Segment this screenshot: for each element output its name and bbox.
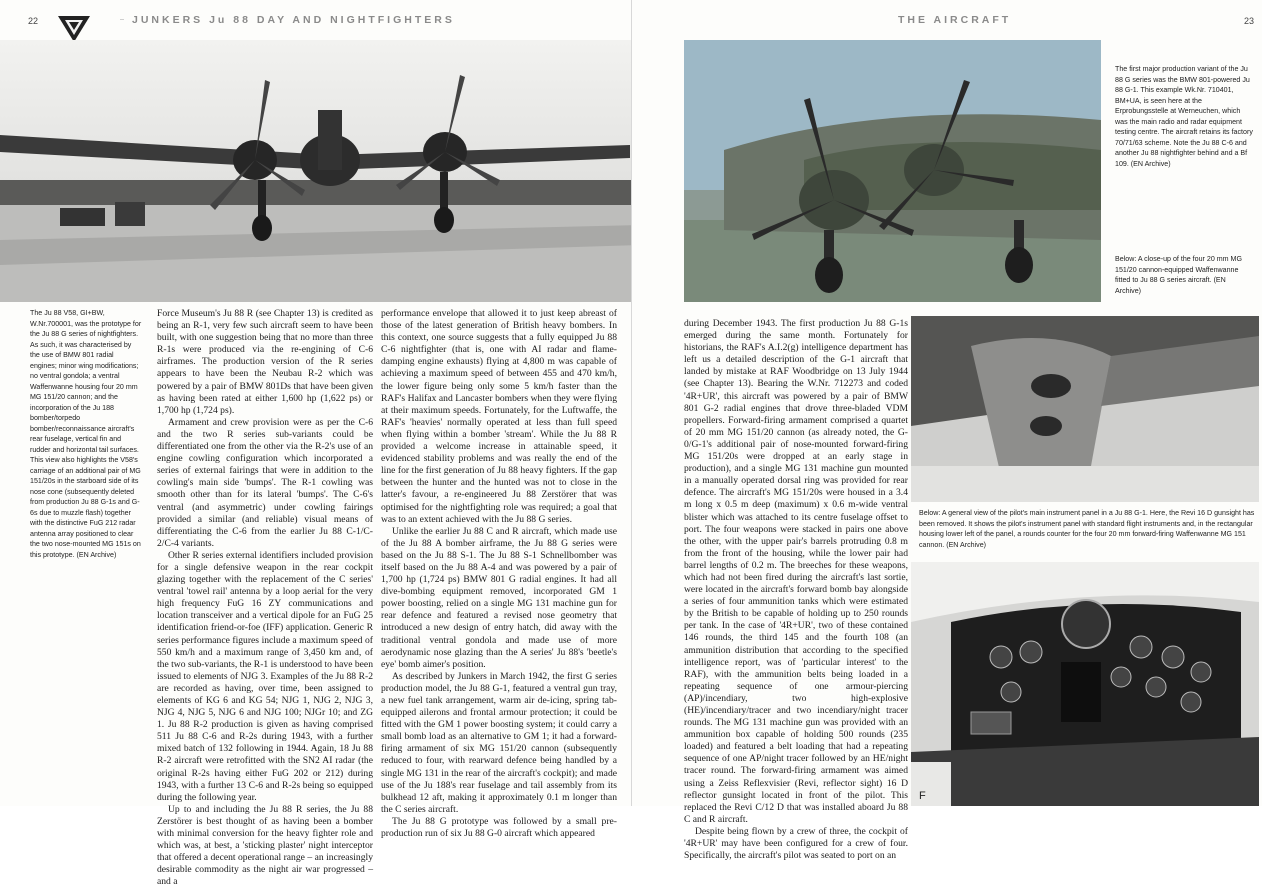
paragraph: The Ju 88 G prototype was followed by a small pre-production run of six Ju 88 G-0 aircraft which appeared [381, 815, 617, 840]
page-number-right: 23 [1244, 16, 1255, 26]
cockpit-instrument-panel-photo [911, 562, 1259, 806]
paragraph: Armament and crew provision were as per the C-6 and the two R series sub-variants could be differentiated one from the other via the R-2's use of an engine cowling configuration which incorporated a series of external fairings that were in addition to the cowling's main side 'bumps'. The R-1 cowling was smooth other than for its lateral 'bumps'. The C-6's ventral (and asymmetric) under cowling fairings provided a similar (and reliable) visual means of differentiating the C-6 from the earlier Ju 88 C-1/C-2/C-4 variants. [157, 416, 373, 549]
paragraph: Up to and including the Ju 88 R series, the Ju 88 Zerstörer is best thought of as having been a bomber with minimal conversion for the heavy fighter role and which was, at best, a 'sticking plaster' night interceptor that offered a decent operational range – an increasingly desirable commodity as the night air war progressed – and a [157, 803, 373, 888]
text-column-3 [684, 318, 908, 862]
paragraph: Unlike the earlier Ju 88 C and R aircraft, which made use of the Ju 88 A bomber airframe, the Ju 88 G series were based on the Ju 88 S-1. The Ju 88 S-1 Schnellbomber was itself based on the Ju 88 A-4 and was powered by a pair of 1,700 hp (1,724 ps) BMW 801 G radial engines. It had all dive-bombing equipment removed, incorporated GM 1 power boosting, relied on a single MG 131 machine gun for rear defence and featured a revised nose geometry that introduced a new design of entry hatch, did away with the traditional ventral gondola and made use of more aerodynamic nose glazing than the A series' Ju 88's 'beetle's eye' bomb aimer's position. [381, 525, 617, 670]
paragraph: during December 1943. The first production Ju 88 G-1s emerged during the same month. Fortunately for historians, the RAF's A.I.2(g) intelligence department has left us a detailed description of the G-1 aircraft that landed by mistake at RAF Woodbridge on 13 July 1944 (see Chapter 13). Bearing the W.Nr. 712273 and coded '4R+UR', this aircraft was powered by a pair of BMW 801 G-2 radial engines that drove three-bladed VDM propellers. Forward-firing armament comprised a quartet of 20 mm MG 151/20 cannon (as already noted, the G-0/G-1's additional pair of nose-mounted forward-firing MG 151/20s were dropped at an early stage in production), and a single MG 131 machine gun mounted in a manually operated dorsal ring was provided for rear defence. The aircraft's MG 151/20s were housed in a 3.4 m long x 0.5 m deep (maximum) x 0.6 m-wide ventral blister which was attached to its centre fuselage offset to port. The four weapons were stacked in pairs one above the other, with the upper pair's barrels protruding 0.8 m from the front of the housing, while the lower pair had barrel lengths of 0.2 m. The breeches for these weapons, which had not been fired during the aircraft's last sortie, were located in the aircraft's forward bomb bay alongside a series of four ammunition tanks which were estimated by the British to be capable of holding up to 250 rounds per tank. In the case of '4R+UR', two of these contained 146 rounds, the third 145 and the fourth 108 (an ammunition distribution that according to the specified intelligence report, was of 'particular interest' to the RAF), with the ammunition belts being loaded in a repeating sequence of one armour-piercing (AP)/incendiary, two high-explosive (HE)/incendiary/tracer and two incendiary/night tracer rounds. The MG 131 machine gun was provided with an ammunition box capable of holding 500 rounds (235 loaded) and featured a belt loading that had a repeating sequence of one AP/night tracer followed by an HE/night tracer round. The forward-firing armament was aimed using a Zeiss Reflexvisier (Revi, reflector sight) 16 D reflector gunsight located in front of the pilot. This replaced the Revi C/12 D that was installed aboard Ju 88 C and R aircraft. [684, 318, 908, 825]
running-head-left: JUNKERS Ju 88 DAY AND NIGHTFIGHTERS [132, 14, 455, 26]
photo-caption-top: The first major production variant of the Ju 88 G series was the BMW 801-powered Ju 88 G-1. This example Wk.Nr. 710401, BM+UA, is seen here at the Erprobungsstelle at Werneuchen, which was the main radio and radar equipment testing centre. The aircraft retains its factory 70/71/63 scheme. Note the Ju 88 C-6 and another Ju 88 nightfighter behind and a Bf 109. (EN Archive) [1115, 65, 1253, 168]
text-column-2 [381, 308, 617, 840]
left-page [0, 0, 631, 888]
paragraph: Despite being flown by a crew of three, the cockpit of '4R+UR' may have been configured for a crew of four. Specifically, the aircraft's pilot was seated to port on an [684, 825, 908, 862]
right-page [631, 0, 1262, 862]
ju88-v58-photo [0, 40, 640, 302]
photo-caption-mid: Below: A close-up of the four 20 mm MG 151/20 cannon-equipped Waffenwanne fitted to Ju 88 G series aircraft. (EN Archive) [1115, 255, 1242, 295]
ju88-g1-color-photo [684, 40, 1101, 302]
photo-letter-label: F [919, 790, 926, 802]
paragraph: Other R series external identifiers included provision for a single defensive weapon in the rear cockpit glazing together with the replacement of the C series' ventral 'towel rail' antenna by a loop aerial for the very high frequency FuG 16 ZY communications and location transceiver and a vertical dipole for an FuG 25 identification friend-or-foe (IFF) application. Generic R series performance figures include a maximum speed of 550 km/h and a maximum range of 3,450 km and, of the two sub-variants, the R-1 is understood to have been issued to elements of NJG 3. Examples of the Ju 88 R-2 are recorded as having, over time, been assigned to elements of KG 6 and KG 54; NJG 1, NJG 2, NJG 3, NJG 4, NJG 5, NJG 6 and NJG 100; NJGr 10; and ZG 1. Ju 88 R-2 production is given as having comprised 511 Ju 88 C-6 and R-2s during 1943, with a further mixed batch of 132 following in 1944. Again, 18 Ju 88 R-2 aircraft were retrofitted with the SN2 AI radar (the original R-2s having either FuG 202 or 212) during 1943, with a further 13 C-6 and R-2s being so equipped during the following year. [157, 549, 373, 803]
header-rule-left [120, 19, 124, 20]
paragraph: performance envelope that allowed it to just keep abreast of those of the latest generation of British heavy bombers. In this context, one source suggests that a fully equipped Ju 88 C-6 nightfighter (that is, one with AI radar and flame-damping engine exhausts) flying at 4,800 m was capable of achieving a maximum speed of between 455 and 470 km/h, the lower figure being only some 5 km/h faster than the RAF's Halifax and Lancaster bombers when they were flying at their maximum speeds. Fortunately, for the Luftwaffe, the RAF's 'heavies' normally operated at less than full speed when flying within a bomber 'stream'. While the Ju 88 R provided a welcome increase in attainable speed, it evidenced stability problems and was really the end of the line for the first generation of Ju 88 heavy fighters. If the gap between the hunter and the hunted was not to close in the latter's favour, a re-engineered Ju 88 Zerstörer that was optimised for the nightfighting role was required; a goal that was to an extent achieved with the Ju 88 G series. [381, 308, 617, 525]
running-head-right: THE AIRCRAFT [898, 14, 1012, 26]
page-number-left: 22 [28, 16, 39, 26]
photo-caption-lower: Below: A general view of the pilot's main instrument panel in a Ju 88 G-1. Here, the Revi 16 D gunsight has been removed. It shows the pilot's instrument panel with standard flight instruments and, in the rectangular housing lower left of the panel, a rounds counter for the four 20 mm forward-firing Waffenwanne MG 151 cannon. (EN Archive) [919, 509, 1255, 549]
paragraph: Force Museum's Ju 88 R (see Chapter 13) is credited as being an R-1, very few such aircraft seem to have been built, with one suggestion being that no more than three R-1s were produced via the re-engining of C-6 airframes. The production version of the R series appears to have been the Neubau R-2 which was powered by a pair of BMW 801Ds that have been given as having been rated at either 1,600 hp (1,622 ps) or 1,700 hp (1,724 ps). [157, 308, 373, 416]
waffenwanne-photo [911, 316, 1259, 502]
paragraph: As described by Junkers in March 1942, the first G series production model, the Ju 88 G-1, featured a ventral gun tray, a new fuel tank arrangement, warm air de-icing, spring tab-equipped ailerons and frontal armour protection; it could be fitted with the GM 1 power boosting system; it could carry a small bomb load as an alternative to GM 1; it had a forward-firing armament of six MG 151/20 cannon (subsequently reduced to four, with rearward defence being handled by a single MG 131 in the rear of the aircraft's cockpit); and made use of the Ju 188's rear fuselage and tail assembly from its bulkhead 12 aft, making it approximately 0.1 m longer than the C series aircraft. [381, 670, 617, 815]
photo-caption-left: The Ju 88 V58, GI+BW, W.Nr.700001, was the prototype for the Ju 88 G series of nightfighters. As such, it was characterised by the use of BMW 801 radial engines; minor wing modifications; no ventral gondola; a ventral Waffenwanne housing four 20 mm MG 151/20 cannon; and the incorporation of the Ju 188 bomber/torpedo bomber/reconnaissance aircraft's rear fuselage, vertical fin and rudder and horizontal tail surfaces. This view also highlights the V58's carriage of an additional pair of MG 151/20s in the starboard side of its nose cone (subsequently deleted from production Ju 88 G-1s and G-6s due to muzzle flash) together with the distinctive FuG 212 radar antenna array positioned to clear the two nose-mounted MG 151s on this prototype. (EN Archive) [30, 309, 142, 559]
text-column-1 [157, 308, 373, 889]
